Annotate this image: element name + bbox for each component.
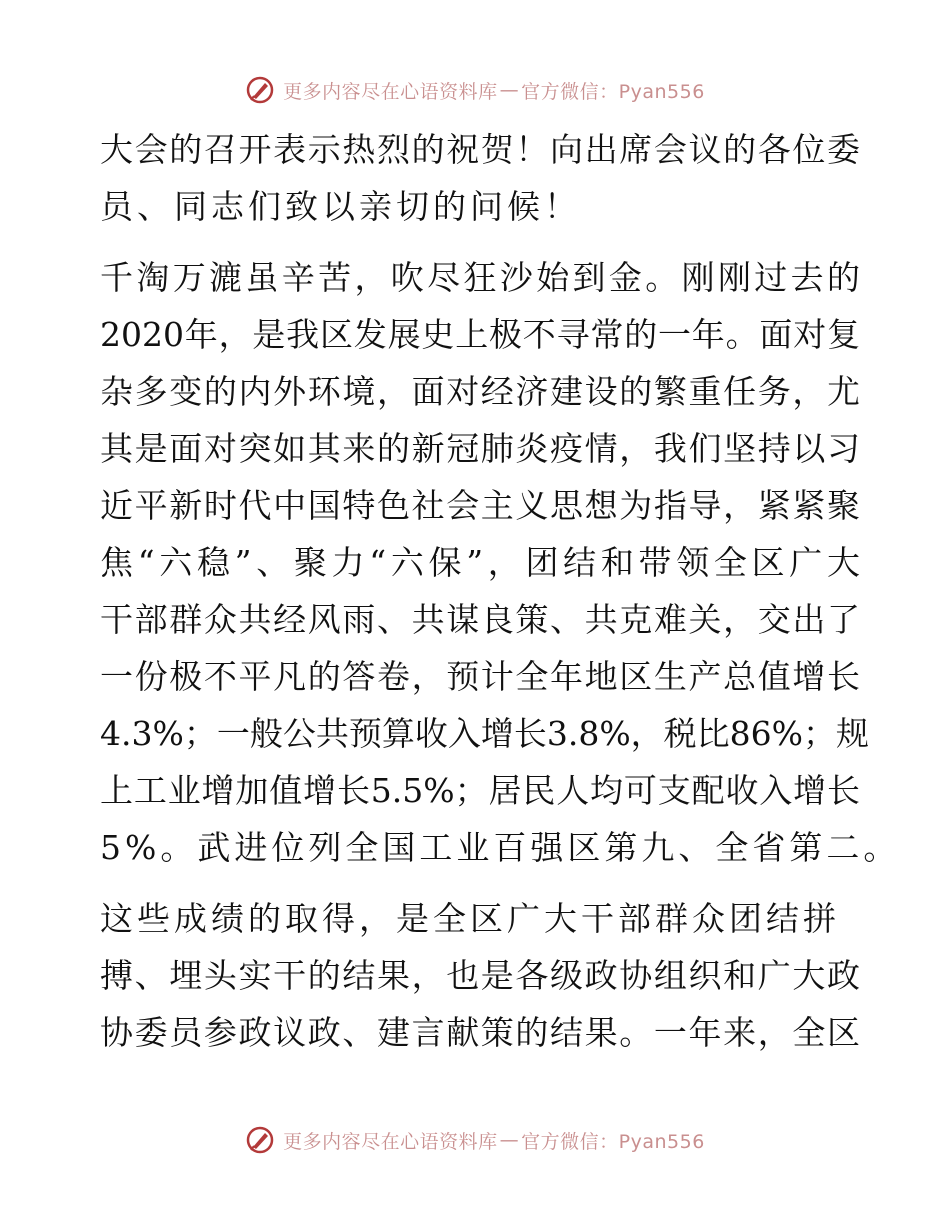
text-line: 4.3%；一般公共预算收入增长3.8%，税比86%；规 [100,714,870,753]
watermark-separator: — [499,1129,520,1151]
quill-logo-icon [245,1125,275,1155]
text-line: 其是面对突如其来的新冠肺炎疫情，我们坚持以习 [100,429,860,468]
text-line: 员、同志们致以亲切的问候！ [100,187,581,226]
footer-watermark [0,1120,950,1160]
text-line: 杂多变的内外环境，面对经济建设的繁重任务，尤 [100,372,860,411]
text-line: 干部群众共经风雨、共谋良策、共克难关，交出了 [100,600,860,639]
quill-logo-icon [245,75,275,105]
text-line: 近平新时代中国特色社会主义思想为指导，紧紧聚 [100,486,860,525]
watermark-contact: 官方微信：Pyan556 [521,80,705,103]
text-line: 协委员参政议政、建言献策的结果。一年来，全区 [100,1013,860,1052]
header-watermark [0,70,950,110]
text-line: 焦“六稳”、聚力“六保”，团结和带领全区广大 [100,543,860,582]
watermark-contact: 官方微信：Pyan556 [521,1130,705,1153]
watermark-text: 更多内容尽在心语资料库 [283,1130,498,1153]
text-line: 一份极不平凡的答卷，预计全年地区生产总值增长 [100,657,860,696]
text-line: 上工业增加值增长5.5%；居民人均可支配收入增长 [100,771,860,810]
text-line: 2020年，是我区发展史上极不寻常的一年。面对复 [100,315,860,354]
watermark-text: 更多内容尽在心语资料库 [283,80,498,103]
text-line: 千淘万漉虽辛苦，吹尽狂沙始到金。刚刚过去的 [100,258,860,297]
text-line: 这些成绩的取得，是全区广大干部群众团结拼 [100,899,840,938]
text-line: 搏、埋头实干的结果，也是各级政协组织和广大政 [100,956,860,995]
text-line: 大会的召开表示热烈的祝贺！向出席会议的各位委 [100,130,860,169]
watermark-separator: — [499,79,520,101]
text-line: 5%。武进位列全国工业百强区第九、全省第二。 [100,828,901,867]
